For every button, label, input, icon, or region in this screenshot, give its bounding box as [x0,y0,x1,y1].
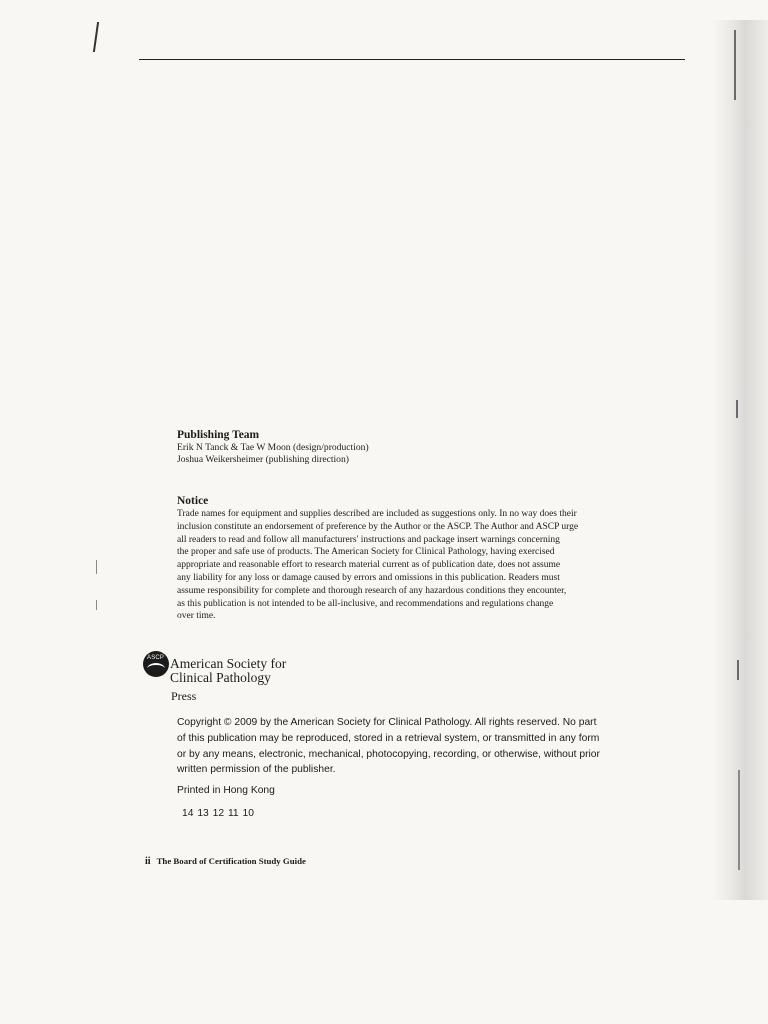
notice-heading: Notice [177,495,209,507]
copyright-line: written permission of the publisher. [177,764,336,776]
page-number: ii [145,856,151,867]
logo-text: ASCP [147,655,165,661]
printed-in: Printed in Hong Kong [177,785,275,796]
print-line: 14 13 12 11 10 [182,808,254,819]
publisher-name [170,657,286,686]
publishing-team-section [177,428,689,467]
copyright-line: or by any means, electronic, mechanical, photocopying, recording, or otherwise, without prior [177,748,600,760]
scan-artifact-line [736,400,738,418]
notice-body [177,508,689,623]
header-rule [139,59,685,60]
scan-artifact-line [96,560,97,574]
notice-line: over time. [177,611,216,622]
book-title: The Board of Certification Study Guide [156,856,306,866]
copyright-line: Copyright © 2009 by the American Society for Clinical Pathology. All rights reserved. No part [177,717,597,728]
notice-line: assume responsibility for complete and thorough research of any hazardous conditions they encounter, [177,585,567,596]
scan-artifact-line [734,30,736,100]
ascp-logo-icon [143,651,169,677]
publisher-name-line: Clinical Pathology [170,670,271,686]
copyright-notice [177,715,697,778]
publishing-team-line: Erik N Tanck & Tae W Moon (design/production) [177,442,369,453]
notice-line: all readers to read and follow all manufacturers' instructions and package insert warnings concerning [177,534,560,545]
notice-line: Trade names for equipment and supplies described are included as suggestions only. In no way does their [177,509,577,519]
publishing-team-heading: Publishing Team [177,429,260,441]
notice-line: as this publication is not intended to be all-inclusive, and recommendations and regulations change [177,598,554,609]
notice-line: appropriate and reasonable effort to research material current as of publication date, does not assume [177,560,561,571]
scan-corner-mark [93,22,105,52]
page-footer [145,856,306,867]
publisher-press: Press [171,689,197,703]
scan-artifact-line [738,770,740,870]
notice-line: inclusion constitute an endorsement of preference by the Author or the ASCP. The Author and ASCP urge [177,521,579,532]
notice-line: any liability for any loss or damage caused by errors and omissions in this publication. Readers must [177,572,560,583]
notice-line: the proper and safe use of products. The American Society for Clinical Pathology, having exercised [177,547,555,558]
publisher-name-line: American Society for [170,656,287,671]
notice-section [177,494,689,623]
scan-artifact-line [737,660,739,680]
scan-shadow [712,20,768,900]
copyright-line: of this publication may be reproduced, stored in a retrieval system, or transmitted in any form [177,732,600,744]
publishing-team-line: Joshua Weikersheimer (publishing direction) [177,454,349,466]
scan-artifact-line [96,600,97,610]
